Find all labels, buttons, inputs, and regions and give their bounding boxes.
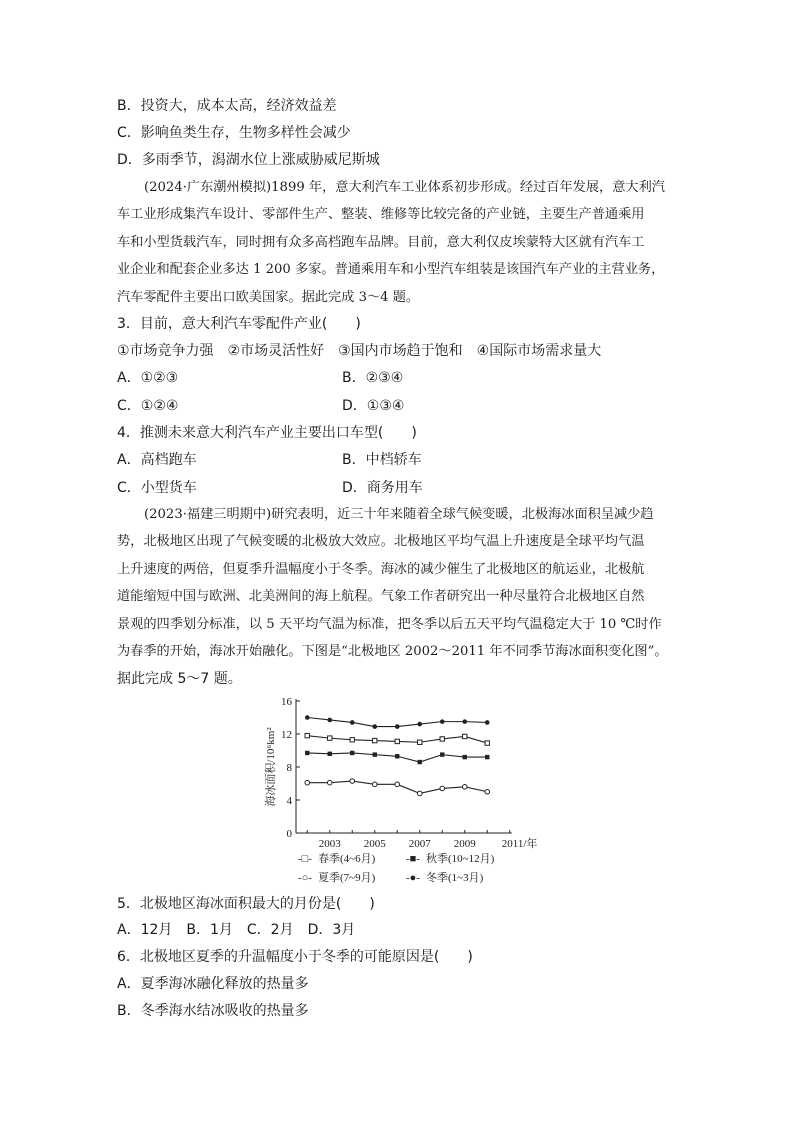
data-point [440, 752, 444, 756]
passage-2-line: 景观的四季划分标准，以 5 天平均气温为标准，把冬季以后五天平均气温稳定大于 10 ℃时作 [117, 616, 662, 632]
data-point [327, 780, 332, 785]
y-axis-label: 海冰面积/10⁶km² [265, 727, 277, 807]
data-point [440, 737, 444, 741]
y-tick-label: 4 [286, 795, 292, 807]
data-point [395, 739, 399, 743]
data-point [350, 751, 354, 755]
passage-2-line: 道能缩短中国与欧洲、北美洲间的海上航程。气象工作者研究出一种尽量符合北极地区自然 [117, 589, 645, 605]
passage-2-line: (2023·福建三明期中)研究表明，近三十年来随着全球气候变暖，北极海冰面积呈减少趋 [144, 507, 654, 522]
data-point [373, 752, 377, 756]
data-point [485, 755, 489, 759]
data-point [462, 785, 467, 790]
data-point [327, 718, 332, 723]
question-3-option-d: D．①③④ [342, 398, 405, 414]
sea-ice-chart-svg [262, 690, 542, 888]
data-point [305, 715, 310, 720]
question-3-stem: 3．目前，意大利汽车零配件产业( ) [117, 316, 361, 332]
legend-symbol: -●- [406, 872, 420, 884]
data-point [462, 719, 467, 724]
data-point [372, 724, 377, 729]
question-6-stem: 6．北极地区夏季的升温幅度小于冬季的可能原因是( ) [117, 949, 473, 965]
question-5-options: A．12月 B．1月 C．2月 D．3月 [117, 922, 356, 938]
legend-symbol: -○- [298, 872, 312, 884]
sea-ice-chart [262, 690, 542, 892]
passage-1-line: 汽车零配件主要出口欧美国家。据此完成 3～4 题。 [117, 289, 420, 305]
data-point [395, 754, 399, 758]
y-tick-label: 0 [286, 828, 292, 840]
question-3-option-b: B．②③④ [342, 370, 404, 386]
option-b-prev: B．投资大，成本太高，经济效益差 [117, 98, 337, 114]
passage-1-line: 车和小型货载汽车，同时拥有众多高档跑车品牌。目前，意大利仅皮埃蒙特大区就有汽车工 [117, 234, 645, 250]
data-point [417, 722, 422, 727]
option-c-prev: C．影响鱼类生存，生物多样性会减少 [117, 125, 351, 141]
data-point [463, 755, 467, 759]
passage-2-line: 势，北极地区出现了气候变暖的北极放大效应。北极地区平均气温上升速度是全球平均气温 [117, 534, 645, 550]
question-6-option-a: A．夏季海冰融化释放的热量多 [117, 976, 309, 992]
legend-symbol: -■- [406, 853, 420, 865]
passage-2-line: 为春季的开始，海冰开始融化。下图是“北极地区 2002～2011 年不同季节海冰面积变化图”。 [117, 643, 668, 659]
question-4-option-b: B．中档轿车 [342, 452, 422, 468]
data-point [305, 733, 309, 737]
legend-label: 冬季(1~3月) [426, 872, 484, 884]
passage-1 [117, 174, 679, 311]
option-d-prev: D．多雨季节，潟湖水位上涨威胁威尼斯城 [117, 152, 380, 168]
data-point [350, 738, 354, 742]
question-4-option-d: D．商务用车 [342, 480, 423, 496]
x-tick-label: 2003 [318, 838, 341, 850]
question-3-items: ①市场竞争力强 ②市场灵活性好 ③国内市场趋于饱和 ④国际市场需求量大 [117, 343, 602, 359]
data-point [305, 751, 309, 755]
x-tick-label: 2007 [408, 838, 431, 850]
data-point [485, 720, 490, 725]
data-point [463, 734, 467, 738]
data-point [417, 791, 422, 796]
passage-2 [117, 501, 679, 665]
x-tick-label: 2009 [453, 838, 476, 850]
data-point [372, 782, 377, 787]
y-tick-label: 16 [281, 696, 292, 708]
data-point [350, 779, 355, 784]
x-axis-label: 2011/年 [501, 838, 538, 850]
y-tick-label: 8 [286, 762, 292, 774]
data-point [350, 720, 355, 725]
question-4-option-c: C．小型货车 [117, 480, 197, 496]
data-point [373, 738, 377, 742]
data-point [485, 741, 489, 745]
passage-1-line: (2024·广东潮州模拟)1899 年，意大利汽车工业体系初步形成。经过百年发展，意大利汽 [144, 180, 665, 195]
y-tick-label: 12 [281, 729, 292, 741]
legend-label: 夏季(7~9月) [318, 872, 376, 884]
data-point [395, 724, 400, 729]
passage-1-line: 业企业和配套企业多达 1 200 多家。普通乘用车和小型汽车组装是该国汽车产业的主营业务， [117, 262, 665, 278]
data-point [305, 780, 310, 785]
question-3-option-a: A．①②③ [117, 370, 179, 386]
question-4-option-a: A．高档跑车 [117, 452, 197, 468]
legend-label: 秋季(10~12月) [426, 853, 495, 865]
question-5-stem: 5．北极地区海冰面积最大的月份是( ) [117, 896, 375, 912]
data-point [418, 740, 422, 744]
data-point [418, 760, 422, 764]
passage-2-line: 上升速度的两倍，但夏季升温幅度小于冬季。海冰的减少催生了北极地区的航运业，北极航 [117, 561, 645, 577]
question-6-option-b: B．冬季海水结冰吸收的热量多 [117, 1003, 309, 1019]
data-point [328, 736, 332, 740]
legend-label: 春季(4~6月) [318, 853, 376, 865]
data-point [440, 786, 445, 791]
passage-2-last: 据此完成 5～7 题。 [117, 671, 242, 687]
data-point [395, 782, 400, 787]
legend-symbol: -□- [298, 853, 312, 865]
question-3-option-c: C．①②④ [117, 398, 179, 414]
data-point [440, 719, 445, 724]
passage-1-line: 车工业形成集汽车设计、零部件生产、整装、维修等比较完备的产业链，主要生产普通乘用 [117, 207, 645, 223]
data-point [328, 752, 332, 756]
question-4-stem: 4．推测未来意大利汽车产业主要出口车型( ) [117, 425, 417, 441]
data-point [485, 789, 490, 794]
x-tick-label: 2005 [363, 838, 386, 850]
